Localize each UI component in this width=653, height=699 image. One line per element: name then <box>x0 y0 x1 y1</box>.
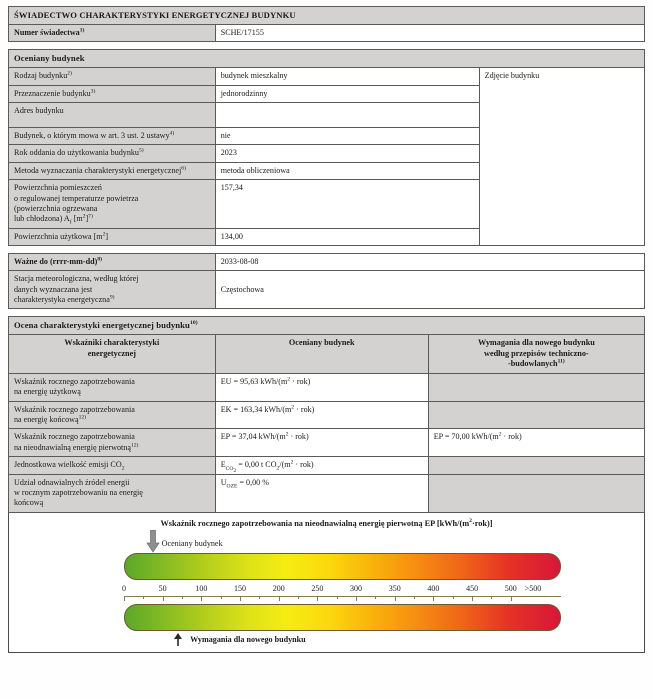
eu-assessed-value: EU = 95,63 kWh/$(m^2 \cdot rok)$ <box>215 373 428 401</box>
chart-title: Wskaźnik rocznego zapotrzebowania na nieodnawialną energię pierwotną EP $[kWh/(m^2\cdot rok)]$ <box>160 518 493 528</box>
table-row <box>9 457 645 475</box>
axis-line <box>124 596 561 597</box>
axis-tick <box>356 596 357 601</box>
ep-gradient-bar-top <box>124 553 561 580</box>
co2-unit-subscript: 2 <box>276 465 280 472</box>
building-purpose-value: jednorodzinny <box>215 85 479 102</box>
axis-tick <box>240 596 241 601</box>
building-year-value: 2023 <box>215 145 479 162</box>
ep-req-unit-exponent: 2 <box>498 431 502 438</box>
co2-requirement-value <box>428 457 644 475</box>
ep-scale-axis <box>124 584 561 602</box>
new-building-marker-label: Wymagania dla nowego budynku <box>190 634 306 644</box>
axis-tick-label: 400 <box>427 583 440 593</box>
oze-assessed-value: $U_{OZE} = 0,00$ % <box>215 474 428 512</box>
assessment-header-row <box>9 317 645 335</box>
axis-tick-label: 450 <box>466 583 479 593</box>
weather-station-value: Częstochowa <box>215 271 644 309</box>
assessed-building-marker-icon <box>146 530 159 553</box>
eu-requirement-value <box>428 373 644 401</box>
section-spacer-2 <box>8 246 645 253</box>
axis-tick <box>472 596 473 601</box>
axis-tick-minor <box>259 596 260 599</box>
section-spacer-3 <box>8 309 645 316</box>
building-purpose-label <box>9 85 216 102</box>
axis-tick-minor <box>375 596 376 599</box>
axis-tick-label: 50 <box>158 583 167 593</box>
building-year-label <box>9 145 216 162</box>
certificate-number-value: SCHE/17155 <box>215 25 644 42</box>
assessment-section-footnote: 10) <box>189 320 198 327</box>
table-row <box>9 474 645 512</box>
section-spacer-1 <box>8 42 645 49</box>
axis-tick-label: 300 <box>350 583 363 593</box>
axis-tick-minor <box>414 596 415 599</box>
axis-tick-minor <box>491 596 492 599</box>
certificate-number-row <box>9 25 645 42</box>
column-header-requirement: Wymagania dla nowego budynku według przepisów techniczno- -budowlanych$^{11)}$ <box>428 335 644 374</box>
building-art3-label-text: Budynek, o którym mowa w art. 3 ust. 2 ustawy <box>14 131 170 141</box>
new-building-marker-icon <box>174 633 183 646</box>
certificate-number-label <box>9 25 216 42</box>
document-title-row <box>9 7 645 25</box>
ep-assessed-value: EP = 37,04 kWh/$(m^2 \cdot rok)$ <box>215 429 428 457</box>
co2-unit-exponent: 2 <box>290 459 294 466</box>
building-purpose-footnote: 3) <box>90 88 96 95</box>
table-row <box>9 68 645 85</box>
building-year-label-text: Rok oddania do użytkowania budynku <box>14 148 139 158</box>
ek-requirement-value <box>428 401 644 429</box>
axis-tick-label: 200 <box>272 583 285 593</box>
axis-tick-minor <box>182 596 183 599</box>
ep-unit-exponent: 2 <box>285 431 289 438</box>
valid-until-label <box>9 253 216 270</box>
column-header-indicators: Wskaźniki charakterystyki energetycznej <box>9 335 216 374</box>
oze-indicator-label: Udział odnawialnych źródeł energii w rocznym zapotrzebowaniu na energię końcową <box>9 474 216 512</box>
building-type-footnote: 2) <box>67 70 72 77</box>
ek-indicator-label: Wskaźnik rocznego zapotrzebowania na energię końcową$^{12)}$ <box>9 401 216 429</box>
axis-tick <box>317 596 318 601</box>
axis-tick <box>279 596 280 601</box>
building-photo-label: Zdjęcie budynku <box>484 71 540 81</box>
ek-indicator-footnote: 12) <box>78 414 87 421</box>
axis-tick-minor <box>143 596 144 599</box>
axis-tick-label: 500 <box>504 583 517 593</box>
usable-area-value: 134,00 <box>215 228 479 245</box>
af-subscript: f <box>69 219 72 226</box>
validity-table <box>8 253 645 309</box>
building-address-value <box>215 103 479 128</box>
assessment-section-header <box>9 317 645 335</box>
calc-method-footnote: 6) <box>181 165 186 172</box>
oze-subscript: OZE <box>226 483 238 490</box>
assessment-column-headers <box>9 335 645 374</box>
building-purpose-label-text: Przeznaczenie budynku <box>14 88 91 98</box>
axis-tick-label: 0 <box>122 583 126 593</box>
regulated-area-value: 157,34 <box>215 180 479 228</box>
assessed-building-marker-label: Oceniany budynek <box>161 538 223 548</box>
table-row <box>9 401 645 429</box>
axis-tick-minor <box>298 596 299 599</box>
axis-tick-label: 350 <box>388 583 401 593</box>
axis-tick-minor <box>221 596 222 599</box>
axis-tick <box>201 596 202 601</box>
axis-tick-label: 100 <box>195 583 208 593</box>
building-photo-cell <box>479 68 644 246</box>
ep-indicator-footnote: 12) <box>130 442 139 448</box>
valid-until-value: 2033-08-08 <box>215 253 644 270</box>
building-type-label <box>9 68 216 85</box>
calc-method-label <box>9 162 216 179</box>
ep-indicator-label: Wskaźnik rocznego zapotrzebowania na nieodnawialną energię pierwotną$^{12)}$ <box>9 429 216 457</box>
certificate-number-footnote: 1) <box>79 27 85 34</box>
valid-until-label-text: Ważne do (rrrr-mm-dd) <box>14 256 98 266</box>
axis-tick <box>395 596 396 601</box>
scale-area <box>26 528 627 646</box>
axis-tick <box>511 596 512 601</box>
ek-assessed-value: EK = 163,34 kWh/$(m^2 \cdot rok)$ <box>215 401 428 429</box>
weather-station-label: Stacja meteorologiczna, według której danych wyznaczana jest charakterystyka energetyczna$^{9)}$ <box>9 271 216 309</box>
axis-tick <box>124 596 125 601</box>
table-row <box>9 429 645 457</box>
building-type-label-text: Rodzaj budynku <box>14 71 68 81</box>
axis-overflow-label: >500 <box>524 583 542 593</box>
af-unit-exponent: 2 <box>82 213 86 220</box>
usable-area-label: Powierzchnia użytkowa $[m^2]$ <box>9 228 216 245</box>
calc-method-label-text: Metoda wyznaczania charakterystyki energetycznej <box>14 165 182 175</box>
axis-tick-minor <box>337 596 338 599</box>
eu-unit-exponent: 2 <box>287 376 291 383</box>
assessment-table <box>8 316 645 512</box>
document-title: ŚWIADECTWO CHARAKTERYSTYKI ENERGETYCZNEJ BUDYNKU <box>9 7 645 25</box>
valid-until-footnote: 8) <box>97 256 102 263</box>
axis-tick <box>433 596 434 601</box>
building-art3-value: nie <box>215 128 479 145</box>
certificate-header-table <box>8 6 645 42</box>
ep-gradient-bar-bottom <box>124 604 561 631</box>
ek-unit-exponent: 2 <box>291 403 295 410</box>
chart-title-exponent: 2 <box>469 518 472 525</box>
ep-requirement-value: EP = 70,00 kWh/$(m^2 \cdot rok)$ <box>428 429 644 457</box>
weather-station-footnote: 9) <box>109 294 115 301</box>
building-art3-label <box>9 128 216 145</box>
co2-subscript: 2 <box>121 465 125 472</box>
column-header-requirement-footnote: 11) <box>557 358 565 365</box>
calc-method-value: metoda obliczeniowa <box>215 162 479 179</box>
regulated-area-footnote: 7) <box>88 213 93 220</box>
building-address-label: Adres budynku <box>9 103 216 128</box>
building-section-header: Oceniany budynek <box>9 50 645 68</box>
ep-scale-chart <box>8 513 645 653</box>
building-year-footnote: 5) <box>138 147 144 154</box>
eco2-subscript: CO2 <box>225 465 237 474</box>
usable-area-unit-exponent: 2 <box>102 230 106 237</box>
axis-tick <box>163 596 164 601</box>
co2-indicator-label: Jednostkowa wielkość emisji $CO_2$ <box>9 457 216 475</box>
building-type-value: budynek mieszkalny <box>215 68 479 85</box>
building-art3-footnote: 4) <box>169 130 175 137</box>
axis-tick-label: 150 <box>234 583 247 593</box>
assessment-section-header-text: Ocena charakterystyki energetycznej budynku <box>14 320 190 331</box>
certificate-number-label-text: Numer świadectwa <box>14 28 80 37</box>
regulated-area-label: Powierzchnia pomieszczeń o regulowanej temperaturze powietrza (powierzchnia ogrzewana lub chłodzona) $A_f$ $[m^2]^{7)}$ <box>9 180 216 228</box>
axis-tick-label: 250 <box>311 583 324 593</box>
building-data-table <box>8 49 645 246</box>
co2-assessed-value: $E_{CO_2} = 0,00$ t $CO_2/(m^2 \cdot rok)$ <box>215 457 428 475</box>
valid-until-row <box>9 253 645 270</box>
table-row <box>9 373 645 401</box>
weather-station-row <box>9 271 645 309</box>
building-section-header-row <box>9 50 645 68</box>
oze-requirement-value <box>428 474 644 512</box>
column-header-assessed: Oceniany budynek <box>215 335 428 374</box>
axis-tick-minor <box>453 596 454 599</box>
eu-indicator-label: Wskaźnik rocznego zapotrzebowania na energię użytkową <box>9 373 216 401</box>
